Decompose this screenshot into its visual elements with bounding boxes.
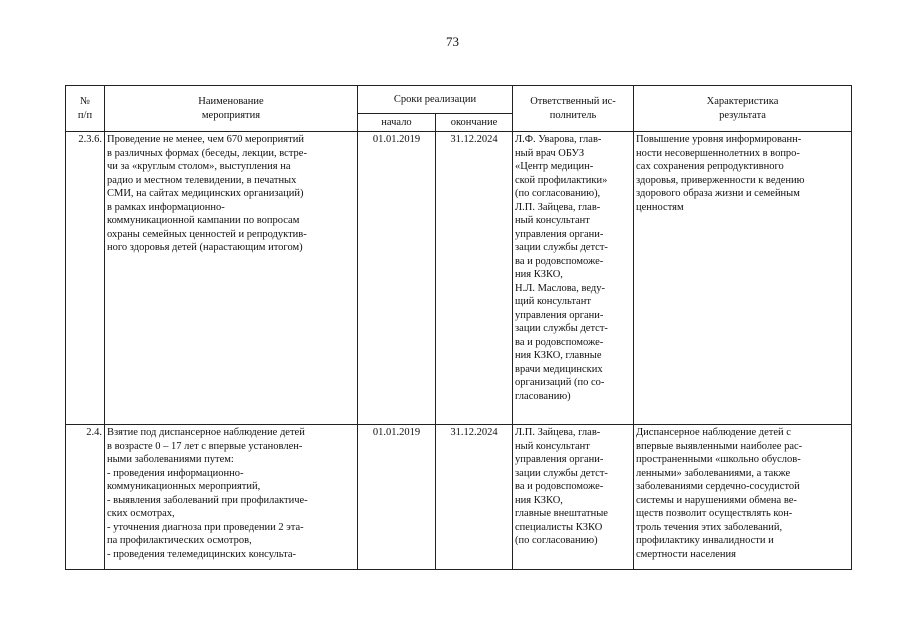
- header-start: начало: [358, 114, 436, 132]
- table-row: [66, 132, 852, 425]
- row-activity-name: Взятие под диспансерное наблюдение детей в возрасте 0 – 17 лет с впервые установлен- ными заболеваниями путем: - проведения информационно- коммуникационных мероприятий, - выявления заболеваний при профилактиче- ских осмотрах, - уточнения диагноза при проведении 2 эта- па профилактических осмотров, - проведения телемедицинских консульта-: [105, 425, 358, 570]
- row-num: 2.4.: [66, 425, 105, 570]
- header-num: № п/п: [66, 86, 105, 132]
- row-end-date: 31.12.2024: [436, 132, 513, 425]
- header-name: Наименование мероприятия: [105, 86, 358, 132]
- header-end: окончание: [436, 114, 513, 132]
- activities-table: [65, 85, 852, 570]
- row-result: Диспансерное наблюдение детей с впервые выявленными наиболее рас- пространенными «школьно обуслов- ленными» заболеваниями, а также заболеваниями сердечно-сосудистой системы и нарушениями обмена ве- ществ позволит осуществлять кон- троль течения этих заболеваний, профилактику инвалидности и смертности населения: [634, 425, 852, 570]
- header-responsible: Ответственный ис- полнитель: [513, 86, 634, 132]
- row-responsible: Л.Ф. Уварова, глав- ный врач ОБУЗ «Центр медицин- ской профилактики» (по согласованию), Л.П. Зайцева, глав- ный консультант управления органи- зации службы детст- ва и родовспоможе- ния КЗКО, Н.Л. Маслова, веду- щий консультант управления органи- зации службы детст- ва и родовспоможе- ния КЗКО, главные врачи медицинских организаций (по со- гласованию): [513, 132, 634, 425]
- row-start-date: 01.01.2019: [358, 425, 436, 570]
- row-start-date: 01.01.2019: [358, 132, 436, 425]
- page-number: 73: [446, 34, 459, 49]
- row-activity-name: Проведение не менее, чем 670 мероприятий в различных формах (беседы, лекции, встре- чи за «круглым столом», выступления на радио и местном телевидении, в печатных СМИ, на сайтах медицинских организаций) в рамках информационно- коммуникационной кампании по вопросам охраны семейных ценностей и репродуктив- ного здоровья детей (нарастающим итогом): [105, 132, 358, 425]
- row-num: 2.3.6.: [66, 132, 105, 425]
- header-dates: Сроки реализации: [358, 86, 513, 114]
- row-responsible: Л.П. Зайцева, глав- ный консультант управления органи- зации службы детст- ва и родовспоможе- ния КЗКО, главные внештатные специалисты КЗКО (по согласованию): [513, 425, 634, 570]
- row-end-date: 31.12.2024: [436, 425, 513, 570]
- table-row: [66, 425, 852, 570]
- row-result: Повышение уровня информированн- ности несовершеннолетних в вопро- сах сохранения репродуктивного здоровья, приверженности к ведению здорового образа жизни и семейным ценностям: [634, 132, 852, 425]
- table-header-row: [66, 86, 852, 114]
- header-result: Характеристика результата: [634, 86, 852, 132]
